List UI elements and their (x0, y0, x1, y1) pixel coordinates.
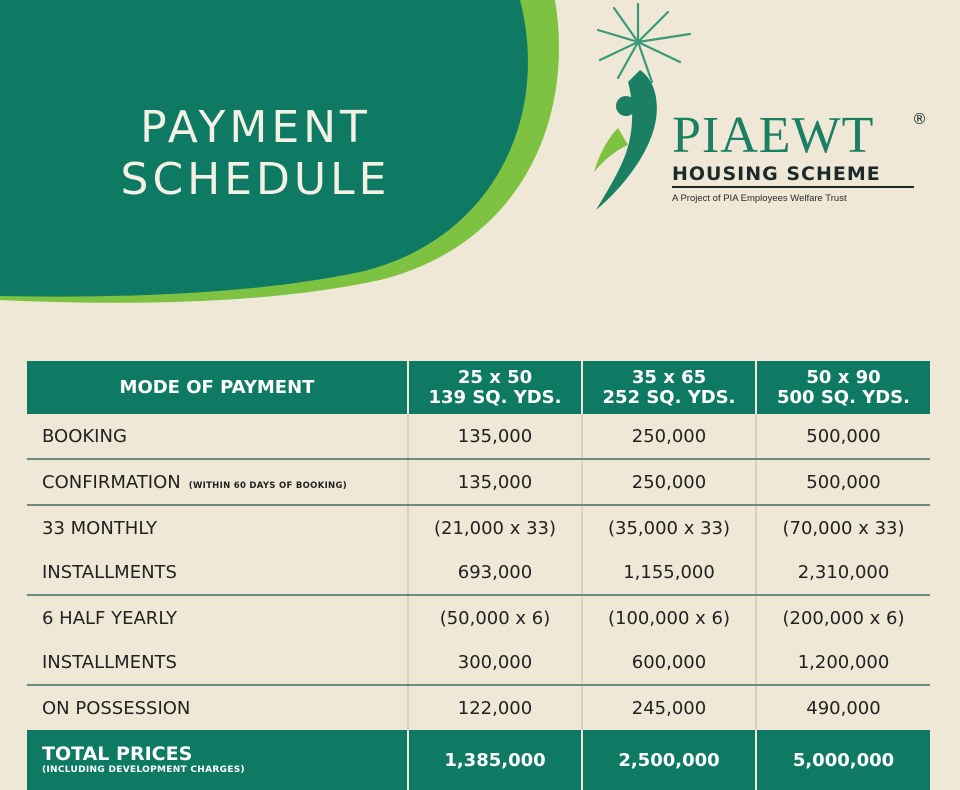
cell: 300,000 (408, 640, 582, 685)
page-title (118, 102, 393, 206)
row-label: 33 MONTHLY (27, 505, 408, 550)
table-row (27, 595, 930, 640)
table-row (27, 550, 930, 595)
cell: 1,155,000 (582, 550, 756, 595)
row-label: 6 HALF YEARLY (27, 595, 408, 640)
cell: 500,000 (756, 459, 930, 505)
cell: (21,000 x 33) (408, 505, 582, 550)
total-cell: 2,500,000 (582, 730, 756, 790)
title-line-1: PAYMENT (140, 102, 371, 153)
header-plot-1: 25 x 50 139 SQ. YDS. (408, 361, 582, 414)
header-mode: MODE OF PAYMENT (27, 361, 408, 414)
total-label: TOTAL PRICES (INCLUDING DEVELOPMENT CHARGES) (27, 730, 408, 790)
row-label: INSTALLMENTS (27, 550, 408, 595)
row-label: BOOKING (27, 414, 408, 459)
cell: 250,000 (582, 414, 756, 459)
brand-subtitle: HOUSING SCHEME (672, 163, 914, 188)
row-label: INSTALLMENTS (27, 640, 408, 685)
cell: 122,000 (408, 685, 582, 730)
header-plot-2: 35 x 65 252 SQ. YDS. (582, 361, 756, 414)
total-row (27, 730, 930, 790)
total-note: (INCLUDING DEVELOPMENT CHARGES) (42, 765, 245, 775)
row-label: ON POSSESSION (27, 685, 408, 730)
cell: 490,000 (806, 697, 881, 719)
cell: 245,000 (582, 685, 756, 730)
payment-schedule-table (27, 361, 930, 790)
cell: 693,000 (408, 550, 582, 595)
total-cell: 1,385,000 (408, 730, 582, 790)
table-row (27, 505, 930, 550)
table-row (27, 640, 930, 685)
brand-tagline: A Project of PIA Employees Welfare Trust (672, 193, 847, 204)
cell: (35,000 x 33) (582, 505, 756, 550)
cell: 135,000 (408, 459, 582, 505)
cell: (70,000 x 33) (782, 517, 905, 539)
row-label: CONFIRMATION (WITHIN 60 DAYS OF BOOKING) (27, 459, 408, 505)
cell: 600,000 (582, 640, 756, 685)
cell: 135,000 (408, 414, 582, 459)
title-line-2: SCHEDULE (120, 154, 391, 205)
registered-mark: ® (912, 110, 927, 128)
header-plot-3: 50 x 90 500 SQ. YDS. (756, 361, 930, 414)
table-row (27, 685, 930, 730)
cell: (200,000 x 6) (782, 607, 905, 629)
table-row (27, 459, 930, 505)
cell: 1,200,000 (756, 640, 930, 685)
table-row (27, 414, 930, 459)
total-cell: 5,000,000 (756, 730, 930, 790)
brand-name: PIAEWT (672, 107, 875, 164)
cell: 250,000 (582, 459, 756, 505)
cell: 500,000 (756, 414, 930, 459)
row-note: (WITHIN 60 DAYS OF BOOKING) (188, 480, 347, 491)
cell: (100,000 x 6) (582, 595, 756, 640)
cell: (50,000 x 6) (408, 595, 582, 640)
cell: 2,310,000 (756, 550, 930, 595)
table-header-row (27, 361, 930, 414)
